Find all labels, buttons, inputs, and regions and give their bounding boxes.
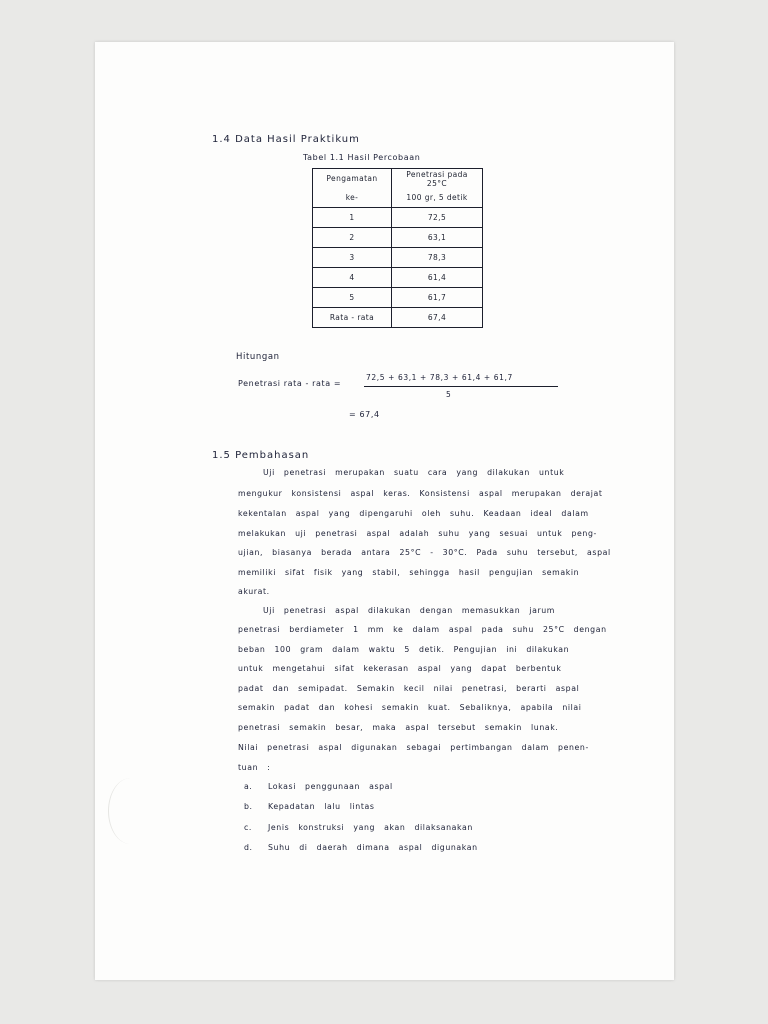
calc-numerator: 72,5 + 63,1 + 78,3 + 61,4 + 61,7: [366, 373, 513, 382]
header-obs-2: ke-: [313, 188, 392, 208]
paragraph-line: mengukur konsistensi aspal keras. Konsistensi aspal merupakan derajat: [238, 489, 603, 498]
data-table: [312, 168, 483, 328]
list-marker: a.: [244, 782, 253, 791]
table-caption: Tabel 1.1 Hasil Percobaan: [303, 153, 421, 162]
section-title-data: 1.4 Data Hasil Praktikum: [212, 134, 360, 145]
list-item: Jenis konstruksi yang akan dilaksanakan: [268, 823, 473, 832]
paragraph-line: Nilai penetrasi aspal digunakan sebagai pertimbangan dalam penen-: [238, 743, 589, 752]
paragraph-line: tuan :: [238, 763, 271, 772]
fraction-bar: [364, 386, 558, 387]
cell-value: 61,7: [392, 288, 483, 308]
list-item: Suhu di daerah dimana aspal digunakan: [268, 843, 478, 852]
list-item: Lokasi penggunaan aspal: [268, 782, 393, 791]
cell-obs: 5: [313, 288, 392, 308]
calc-heading: Hitungan: [236, 352, 280, 362]
punch-hole-shadow: [108, 778, 153, 844]
list-marker: b.: [244, 802, 253, 811]
cell-obs: Rata - rata: [313, 308, 392, 328]
paragraph-line: penetrasi semakin besar, maka aspal tersebut semakin lunak.: [238, 723, 559, 732]
paragraph-line: akurat.: [238, 587, 270, 596]
cell-value: 72,5: [392, 208, 483, 228]
calc-result: = 67,4: [349, 410, 380, 419]
table-row: [313, 208, 483, 228]
paragraph-line: penetrasi berdiameter 1 mm ke dalam aspal pada suhu 25°C dengan: [238, 625, 607, 634]
paragraph-line: ujian, biasanya berada antara 25°C - 30°C. Pada suhu tersebut, aspal: [238, 548, 611, 557]
cell-obs: 3: [313, 248, 392, 268]
header-penetration-2: 100 gr, 5 detik: [392, 188, 483, 208]
table-row: [313, 268, 483, 288]
cell-obs: 2: [313, 228, 392, 248]
cell-value: 61,4: [392, 268, 483, 288]
list-item: Kepadatan lalu lintas: [268, 802, 375, 811]
calc-denominator: 5: [446, 390, 452, 399]
paragraph-line: Uji penetrasi merupakan suatu cara yang dilakukan untuk: [263, 468, 565, 477]
paragraph-line: memiliki sifat fisik yang stabil, sehingga hasil pengujian semakin: [238, 568, 580, 577]
header-penetration: Penetrasi pada 25°C: [392, 169, 483, 189]
paragraph-line: padat dan semipadat. Semakin kecil nilai penetrasi, berarti aspal: [238, 684, 580, 693]
cell-obs: 1: [313, 208, 392, 228]
cell-value: 67,4: [392, 308, 483, 328]
table-row: [313, 288, 483, 308]
section-title-discussion: 1.5 Pembahasan: [212, 450, 310, 461]
paragraph-line: untuk mengetahui sifat kekerasan aspal yang dapat berbentuk: [238, 664, 562, 673]
paragraph-line: semakin padat dan kohesi semakin kuat. Sebaliknya, apabila nilai: [238, 703, 582, 712]
list-marker: c.: [244, 823, 252, 832]
table-row: [313, 228, 483, 248]
paragraph-line: melakukan uji penetrasi aspal adalah suhu yang sesuai untuk peng-: [238, 529, 597, 538]
cell-obs: 4: [313, 268, 392, 288]
table-row: [313, 248, 483, 268]
table-header-row-2: [313, 188, 483, 208]
cell-value: 78,3: [392, 248, 483, 268]
paragraph-line: kekentalan aspal yang dipengaruhi oleh suhu. Keadaan ideal dalam: [238, 509, 589, 518]
list-marker: d.: [244, 843, 253, 852]
paragraph-line: beban 100 gram dalam waktu 5 detik. Pengujian ini dilakukan: [238, 645, 570, 654]
paragraph-line: Uji penetrasi aspal dilakukan dengan memasukkan jarum: [263, 606, 555, 615]
calc-label: Penetrasi rata - rata =: [238, 379, 342, 388]
header-obs: Pengamatan: [313, 169, 392, 189]
table-header-row: [313, 169, 483, 189]
table-row-average: [313, 308, 483, 328]
cell-value: 63,1: [392, 228, 483, 248]
